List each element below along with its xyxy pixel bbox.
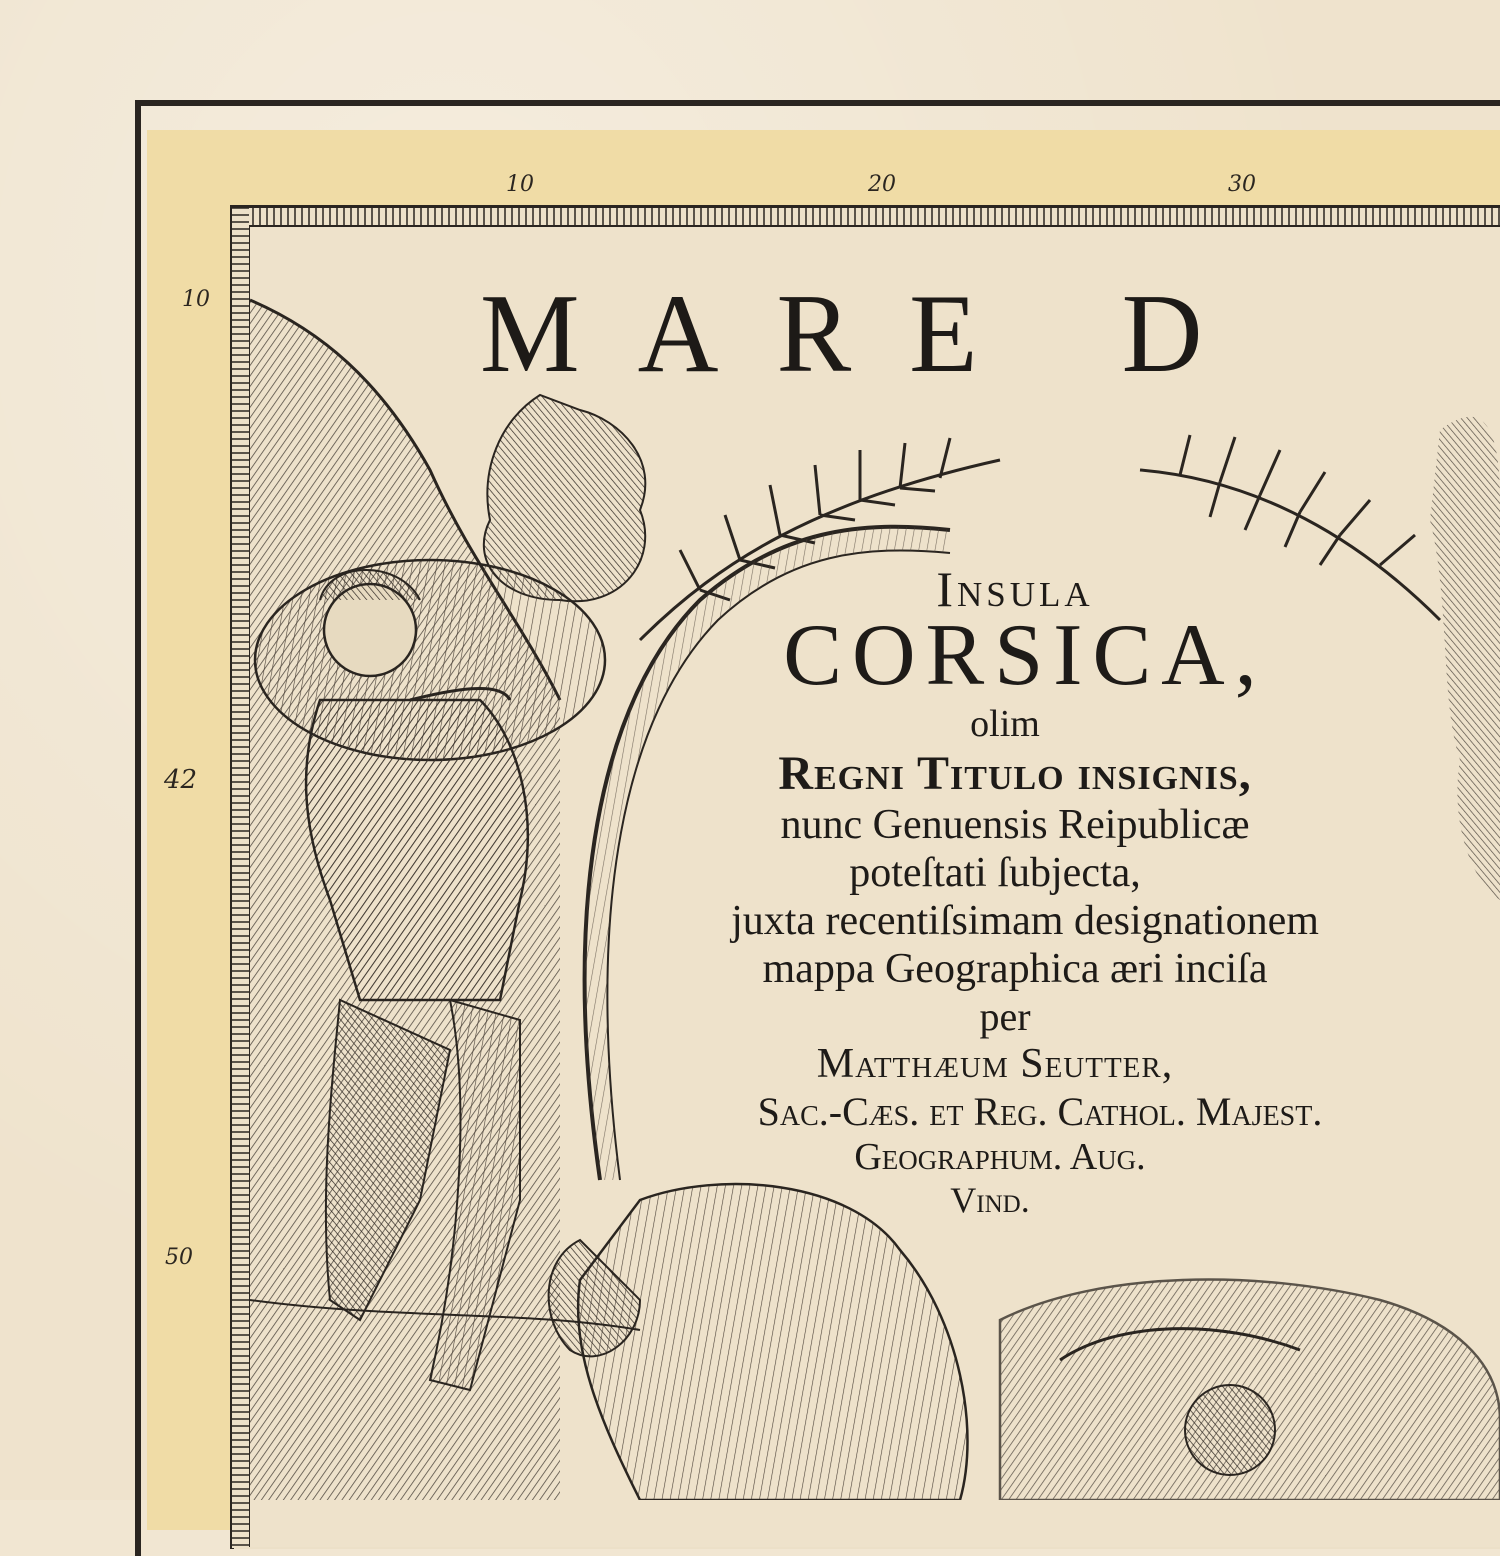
cartouche-line-majest: Sac.-Cæs. et Reg. Cathol. Majest. <box>757 1089 1323 1134</box>
top-tick-label-30: 30 <box>1228 172 1256 197</box>
cartouche-line-potestati: poteſtati ſubjecta, <box>849 850 1141 896</box>
left-tick-label-42: 42 <box>164 765 198 795</box>
sea-label: MARE D <box>480 272 1261 396</box>
cartouche-line-mappa: mappa Geographica æri inciſa <box>762 946 1268 992</box>
cartouche-line-genuensis: nunc Genuensis Reipublicæ <box>780 802 1250 848</box>
top-tick-label-10: 10 <box>506 172 534 197</box>
left-tick-label-50: 50 <box>165 1245 193 1270</box>
cartouche-line-juxta: juxta recentiſsimam designationem <box>731 898 1319 944</box>
top-tick-label-20: 20 <box>868 172 896 197</box>
cartouche-line-geographum: Geographum. Aug. <box>854 1136 1146 1178</box>
cartouche-line-regni: Regni Titulo insignis, <box>778 747 1252 800</box>
cartouche-line-vind: Vind. <box>950 1180 1030 1220</box>
title-cartouche <box>560 560 1500 1221</box>
cartouche-line-per: per <box>979 994 1031 1039</box>
cartouche-line-insula: Insula <box>936 561 1094 617</box>
left-tick-label-10: 10 <box>182 287 210 312</box>
cartouche-line-olim: olim <box>970 703 1040 745</box>
cartouche-line-corsica: CORSICA, <box>783 607 1267 704</box>
cartouche-line-seutter: Matthæum Seutter, <box>816 1041 1174 1087</box>
